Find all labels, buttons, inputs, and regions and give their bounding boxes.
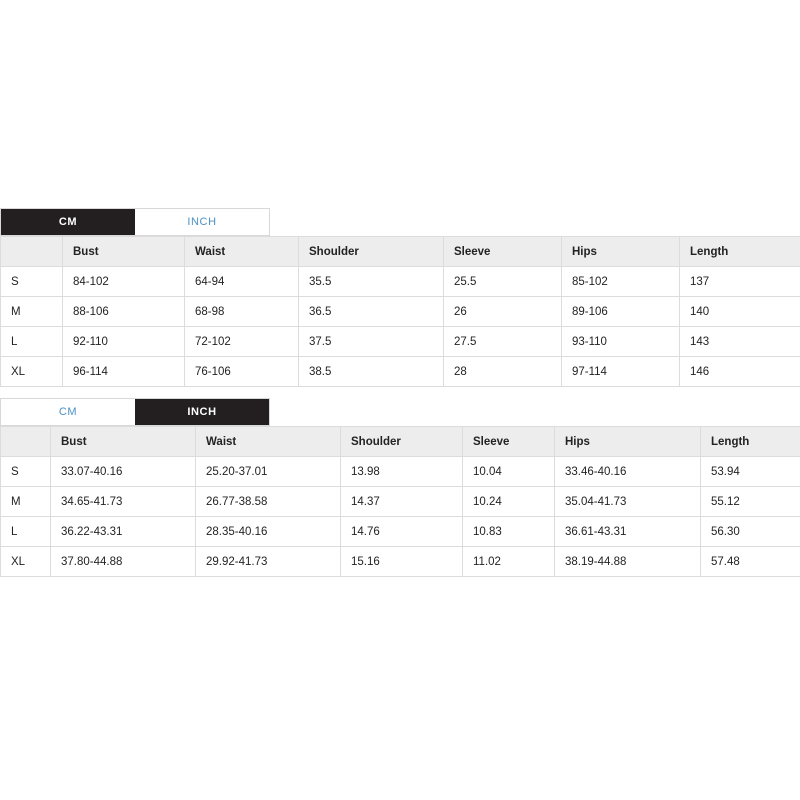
- tab-inch[interactable]: INCH: [135, 399, 269, 425]
- size-chart-cm-block: [0, 208, 800, 387]
- column-header-shoulder: Shoulder: [299, 237, 444, 267]
- cell-length: 56.30: [701, 517, 800, 547]
- cell-length: 143: [680, 327, 800, 357]
- size-table-cm: [0, 236, 800, 387]
- cell-bust: 92-110: [63, 327, 185, 357]
- size-table-cm-body: [1, 267, 800, 387]
- cell-shoulder: 14.37: [341, 487, 463, 517]
- cell-length: 146: [680, 357, 800, 387]
- cell-shoulder: 37.5: [299, 327, 444, 357]
- cell-shoulder: 13.98: [341, 457, 463, 487]
- column-header-length: Length: [701, 427, 800, 457]
- cell-bust: 96-114: [63, 357, 185, 387]
- table-header-row: [1, 427, 800, 457]
- cell-bust: 84-102: [63, 267, 185, 297]
- table-header-row: [1, 237, 800, 267]
- column-header-hips: Hips: [555, 427, 701, 457]
- cell-sleeve: 10.24: [463, 487, 555, 517]
- row-size-label: S: [1, 457, 51, 487]
- row-size-label: L: [1, 327, 63, 357]
- cell-length: 55.12: [701, 487, 800, 517]
- cell-waist: 26.77-38.58: [196, 487, 341, 517]
- tab-cm[interactable]: CM: [1, 209, 135, 235]
- column-header-sleeve: Sleeve: [463, 427, 555, 457]
- column-header-size: [1, 237, 63, 267]
- cell-hips: 33.46-40.16: [555, 457, 701, 487]
- cell-shoulder: 38.5: [299, 357, 444, 387]
- cell-waist: 29.92-41.73: [196, 547, 341, 577]
- cell-waist: 28.35-40.16: [196, 517, 341, 547]
- cell-sleeve: 27.5: [444, 327, 562, 357]
- column-header-sleeve: Sleeve: [444, 237, 562, 267]
- cell-length: 137: [680, 267, 800, 297]
- cell-waist: 76-106: [185, 357, 299, 387]
- cell-sleeve: 10.83: [463, 517, 555, 547]
- cell-hips: 97-114: [562, 357, 680, 387]
- cell-bust: 37.80-44.88: [51, 547, 196, 577]
- cell-waist: 72-102: [185, 327, 299, 357]
- row-size-label: M: [1, 487, 51, 517]
- row-size-label: XL: [1, 357, 63, 387]
- row-size-label: M: [1, 297, 63, 327]
- table-row: [1, 517, 800, 547]
- size-table-cm-head: [1, 237, 800, 267]
- column-header-bust: Bust: [63, 237, 185, 267]
- table-row: [1, 487, 800, 517]
- size-table-inch: [0, 426, 800, 577]
- tab-cm[interactable]: CM: [1, 399, 135, 425]
- cell-sleeve: 28: [444, 357, 562, 387]
- cell-hips: 38.19-44.88: [555, 547, 701, 577]
- cell-sleeve: 26: [444, 297, 562, 327]
- unit-tabs-inch: [0, 398, 270, 426]
- column-header-length: Length: [680, 237, 800, 267]
- row-size-label: L: [1, 517, 51, 547]
- column-header-waist: Waist: [185, 237, 299, 267]
- cell-length: 140: [680, 297, 800, 327]
- table-row: [1, 547, 800, 577]
- size-table-inch-body: [1, 457, 800, 577]
- size-table-inch-head: [1, 427, 800, 457]
- cell-bust: 34.65-41.73: [51, 487, 196, 517]
- cell-sleeve: 11.02: [463, 547, 555, 577]
- cell-length: 57.48: [701, 547, 800, 577]
- cell-sleeve: 25.5: [444, 267, 562, 297]
- cell-hips: 85-102: [562, 267, 680, 297]
- cell-hips: 35.04-41.73: [555, 487, 701, 517]
- cell-hips: 36.61-43.31: [555, 517, 701, 547]
- cell-shoulder: 14.76: [341, 517, 463, 547]
- column-header-shoulder: Shoulder: [341, 427, 463, 457]
- cell-hips: 93-110: [562, 327, 680, 357]
- cell-shoulder: 15.16: [341, 547, 463, 577]
- cell-waist: 25.20-37.01: [196, 457, 341, 487]
- table-row: [1, 357, 800, 387]
- size-chart-inch-block: [0, 398, 800, 577]
- cell-waist: 64-94: [185, 267, 299, 297]
- column-header-size: [1, 427, 51, 457]
- row-size-label: XL: [1, 547, 51, 577]
- column-header-hips: Hips: [562, 237, 680, 267]
- cell-bust: 88-106: [63, 297, 185, 327]
- cell-sleeve: 10.04: [463, 457, 555, 487]
- table-row: [1, 297, 800, 327]
- table-row: [1, 267, 800, 297]
- cell-shoulder: 36.5: [299, 297, 444, 327]
- table-row: [1, 457, 800, 487]
- column-header-waist: Waist: [196, 427, 341, 457]
- cell-bust: 36.22-43.31: [51, 517, 196, 547]
- cell-hips: 89-106: [562, 297, 680, 327]
- cell-bust: 33.07-40.16: [51, 457, 196, 487]
- unit-tabs-cm: [0, 208, 270, 236]
- cell-waist: 68-98: [185, 297, 299, 327]
- cell-shoulder: 35.5: [299, 267, 444, 297]
- column-header-bust: Bust: [51, 427, 196, 457]
- tab-inch[interactable]: INCH: [135, 209, 269, 235]
- row-size-label: S: [1, 267, 63, 297]
- table-row: [1, 327, 800, 357]
- cell-length: 53.94: [701, 457, 800, 487]
